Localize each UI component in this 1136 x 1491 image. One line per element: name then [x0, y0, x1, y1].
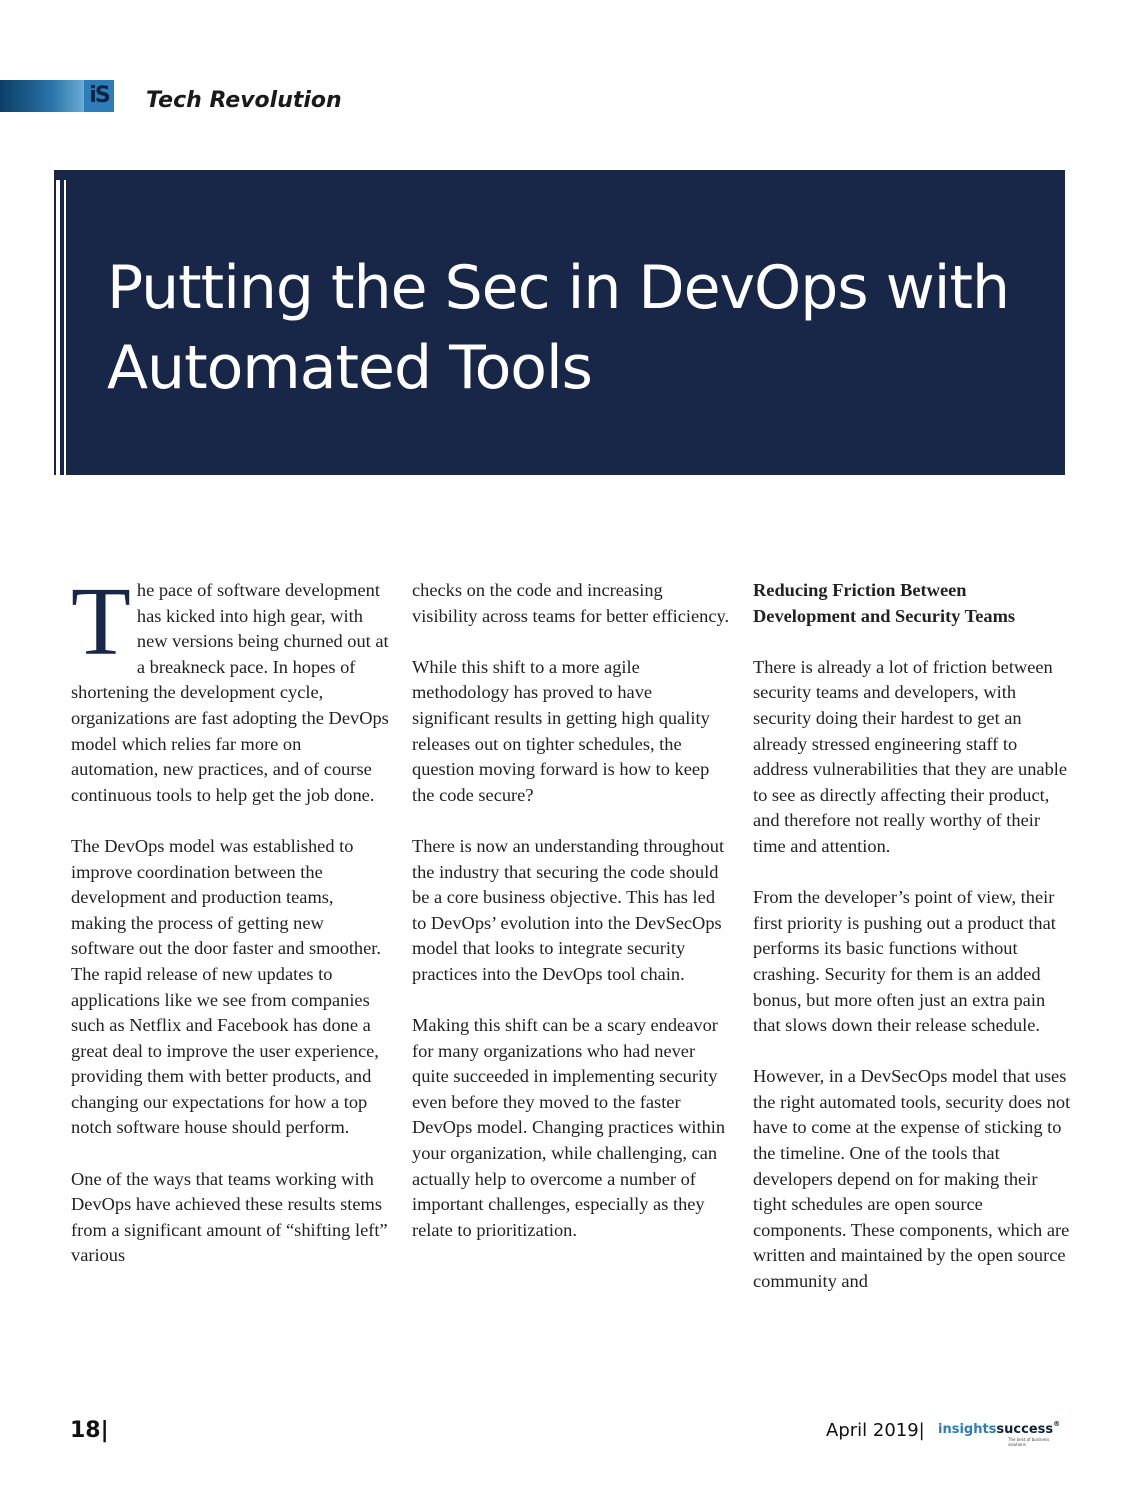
magazine-logo-icon: iS	[84, 80, 114, 112]
title-rule-left	[56, 180, 60, 475]
article-column-3	[753, 578, 1073, 1295]
paragraph: However, in a DevSecOps model that uses the right automated tools, security does not have to come at the expense of sticking to the timeline. One of the tools that developers depend on for making their tight schedules are open source components. These components, which are written and maintained by the open source community and	[753, 1066, 1071, 1292]
paragraph: While this shift to a more agile methodology has proved to have significant results in getting high quality releases out on tighter schedules, the question moving forward is how to keep the code secure?	[412, 656, 710, 805]
brand-name-part2: success	[996, 1422, 1054, 1437]
article-column-1	[71, 568, 389, 1269]
article-column-2	[412, 578, 730, 1243]
paragraph: There is now an understanding throughout the industry that securing the code should be a core business objective. This has led to DevOps’ evolution into the DevSecOps model that looks to integrate security practices into the DevOps tool chain.	[412, 835, 725, 984]
issue-date: April 2019|	[826, 1420, 925, 1441]
brand-logo	[938, 1420, 1062, 1446]
title-rule-right	[64, 180, 66, 475]
paragraph: One of the ways that teams working with DevOps have achieved these results stems from a significant amount of “shifting left” various	[71, 1168, 388, 1266]
title-line-1: Putting the Sec in DevOps with	[107, 253, 1009, 323]
brand-name-part1: insights	[938, 1422, 997, 1437]
header-gradient-bar	[0, 80, 86, 112]
subheading: Reducing Friction Between Development and Security Teams	[753, 580, 1016, 626]
section-label: Tech Revolution	[146, 88, 342, 113]
paragraph: From the developer’s point of view, their first priority is pushing out a product that performs its basic functions without crashing. Security for them is an added bonus, but more often just an extra pain that slows down their release schedule.	[753, 887, 1056, 1036]
registered-mark: ®	[1053, 1420, 1061, 1428]
title-banner	[54, 170, 1065, 475]
paragraph: The pace of software development has kicked into high gear, with new versions being churned out at a breakneck pace. In hopes of shortening the development cycle, organizations are fast adopting the DevOps model which relies far more on automation, new practices, and of course continuous tools to help get the job done.	[71, 568, 389, 805]
title-line-2: Automated Tools	[107, 333, 592, 403]
drop-cap: T	[71, 568, 131, 676]
paragraph: There is already a lot of friction between security teams and developers, with security doing their hardest to get an already stressed engineering staff to address vulnerabilities that they are unable to see as directly affecting their product, and therefore not really worthy of their time and attention.	[753, 656, 1068, 856]
paragraph: Making this shift can be a scary endeavor for many organizations who had never quite succeeded in implementing security even before they moved to the faster DevOps model. Changing practices within your organization, while challenging, can actually help to overcome a number of important challenges, especially as they relate to prioritization.	[412, 1015, 726, 1240]
brand-tagline: The best of business solutions	[1008, 1437, 1050, 1447]
paragraph: checks on the code and increasing visibility across teams for better efficiency.	[412, 580, 730, 626]
paragraph: The DevOps model was established to improve coordination between the development and production teams, making the process of getting new software out the door faster and smoother. The rapid release of new updates to applications like we see from companies such as Netflix and Facebook has done a great deal to improve the user experience, providing them with better products, and changing our expectations for how a top notch software house should perform.	[71, 835, 382, 1138]
page-number: 18|	[70, 1418, 109, 1443]
article-title	[107, 248, 1047, 408]
